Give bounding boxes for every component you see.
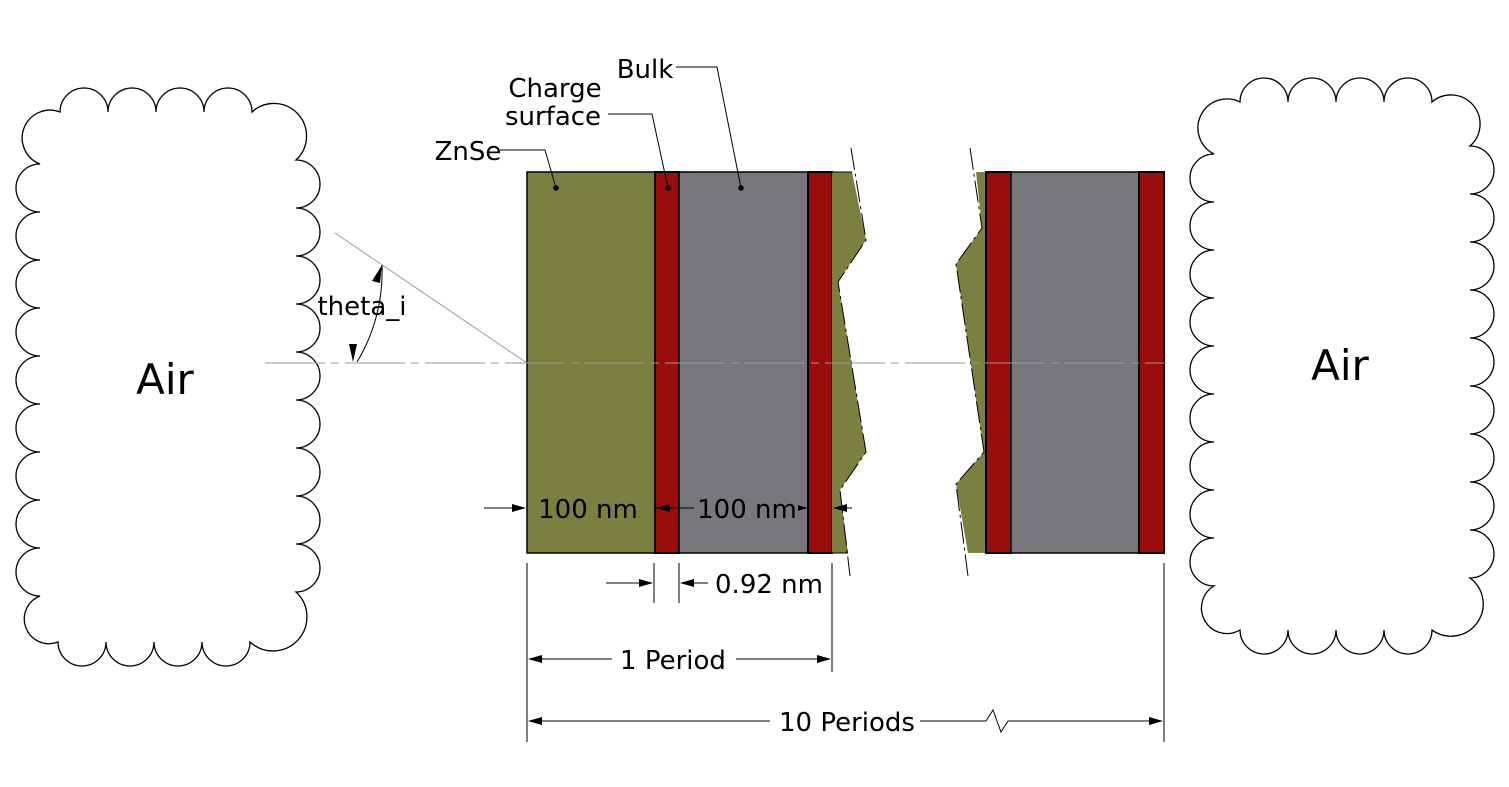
bulk-label: Bulk [616, 55, 674, 85]
charge-surface-leader-dot [665, 185, 671, 191]
bulk-thickness-label: 100 nm [697, 495, 797, 525]
charge-surface-thickness-label: 0.92 nm [715, 570, 823, 600]
right-air-label: Air [1311, 341, 1369, 390]
bulk-leader-dot [738, 185, 744, 191]
charge-surface-label-line1: Charge [508, 74, 602, 104]
one-period-label: 1 Period [620, 646, 726, 676]
right-stack-section [956, 148, 1164, 576]
znse-thickness-label: 100 nm [538, 495, 638, 525]
right-air-cloud [1190, 78, 1494, 654]
charge-surface-label-line2: surface [504, 102, 602, 132]
bulk-leader [617, 55, 744, 191]
angle-label: theta_i [317, 292, 407, 322]
angle-arrow-bottom [349, 344, 357, 362]
znse-label: ZnSe [434, 137, 502, 167]
charge-surface-dimension [606, 570, 823, 600]
one-period-dimension [529, 646, 830, 676]
ten-periods-label: 10 Periods [779, 708, 915, 738]
left-air-label: Air [136, 355, 194, 404]
znse-leader-dot [553, 185, 559, 191]
angle-arrow-top [372, 265, 382, 283]
ten-periods-dimension [529, 708, 1162, 738]
left-air-cloud [16, 88, 320, 666]
